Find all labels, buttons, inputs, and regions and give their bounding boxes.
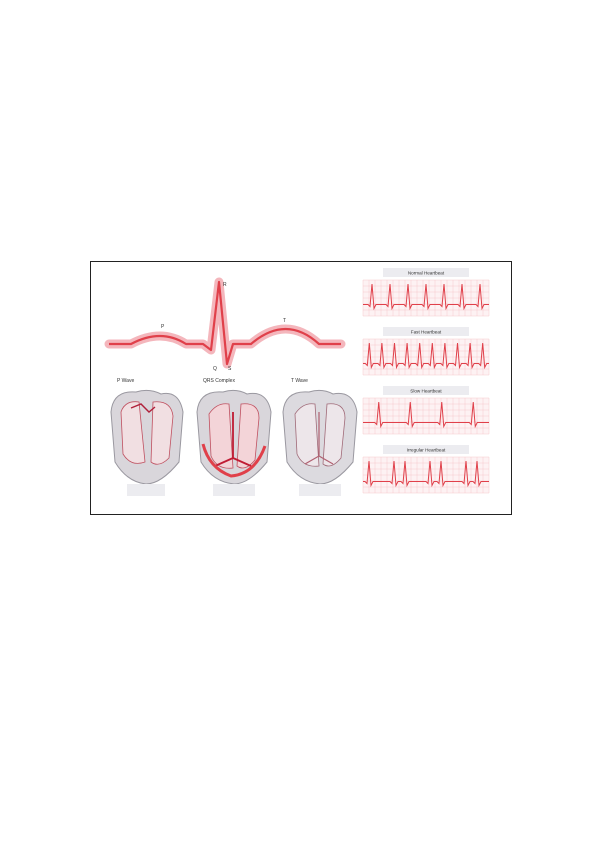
wave-label-t: T <box>283 318 287 324</box>
heart-shape <box>197 390 271 484</box>
rhythm-strip <box>363 386 489 434</box>
heart-panel-title: QRS Complex <box>203 378 235 384</box>
paragraph-line <box>85 608 513 625</box>
rhythm-strips <box>363 268 489 493</box>
wave-label-s: S <box>228 366 232 372</box>
rhythm-strip <box>363 268 489 316</box>
paragraph-line <box>85 126 513 143</box>
heart-caption-box <box>299 484 341 496</box>
wave-label-p: P <box>161 324 165 330</box>
heart-inner <box>295 404 319 467</box>
paragraph-line <box>85 659 513 676</box>
strip-title: Fast Heartbeat <box>410 329 442 335</box>
paragraph-line <box>85 727 513 744</box>
heart-panel-title: T Wave <box>291 378 308 384</box>
paragraph-line <box>85 574 513 591</box>
paragraph-line <box>85 710 513 727</box>
paragraph-line <box>85 676 513 693</box>
ecg-waveform <box>109 282 341 372</box>
paragraph-line <box>85 642 513 659</box>
strip-title: Slow Heartbeat <box>410 388 442 394</box>
heart-panel-t-wave <box>283 378 357 496</box>
heart-panel-p-wave <box>111 378 183 496</box>
ecg-figure <box>90 261 512 515</box>
ecg-figure-graphic <box>91 262 511 514</box>
heart-panel-title: P Wave <box>117 378 135 384</box>
strip-title: Normal Heartbeat <box>407 270 445 276</box>
heart-inner <box>209 404 233 469</box>
paragraph-line <box>85 160 513 177</box>
paragraph-line <box>85 744 513 761</box>
wave-label-r: R <box>223 282 227 288</box>
paragraph-line <box>85 143 513 160</box>
paragraph-line <box>85 693 513 710</box>
heart-panel-qrs <box>197 378 271 496</box>
paragraph-line <box>85 540 513 557</box>
wave-label-q: Q <box>213 366 217 372</box>
paragraph-line <box>85 591 513 608</box>
strip-title: Irregular Heartbeat <box>406 447 446 453</box>
heart-shape <box>283 390 357 484</box>
rhythm-strip <box>363 445 489 493</box>
heart-caption-box <box>213 484 255 496</box>
rhythm-strip <box>363 327 489 375</box>
paragraph-line <box>85 177 513 194</box>
paragraph-line <box>85 211 513 228</box>
intro-paragraph <box>85 126 513 228</box>
body-paragraph <box>85 540 513 761</box>
heart-caption-box <box>127 484 165 496</box>
paragraph-line <box>85 557 513 574</box>
paragraph-line <box>85 194 513 211</box>
paragraph-line <box>85 625 513 642</box>
